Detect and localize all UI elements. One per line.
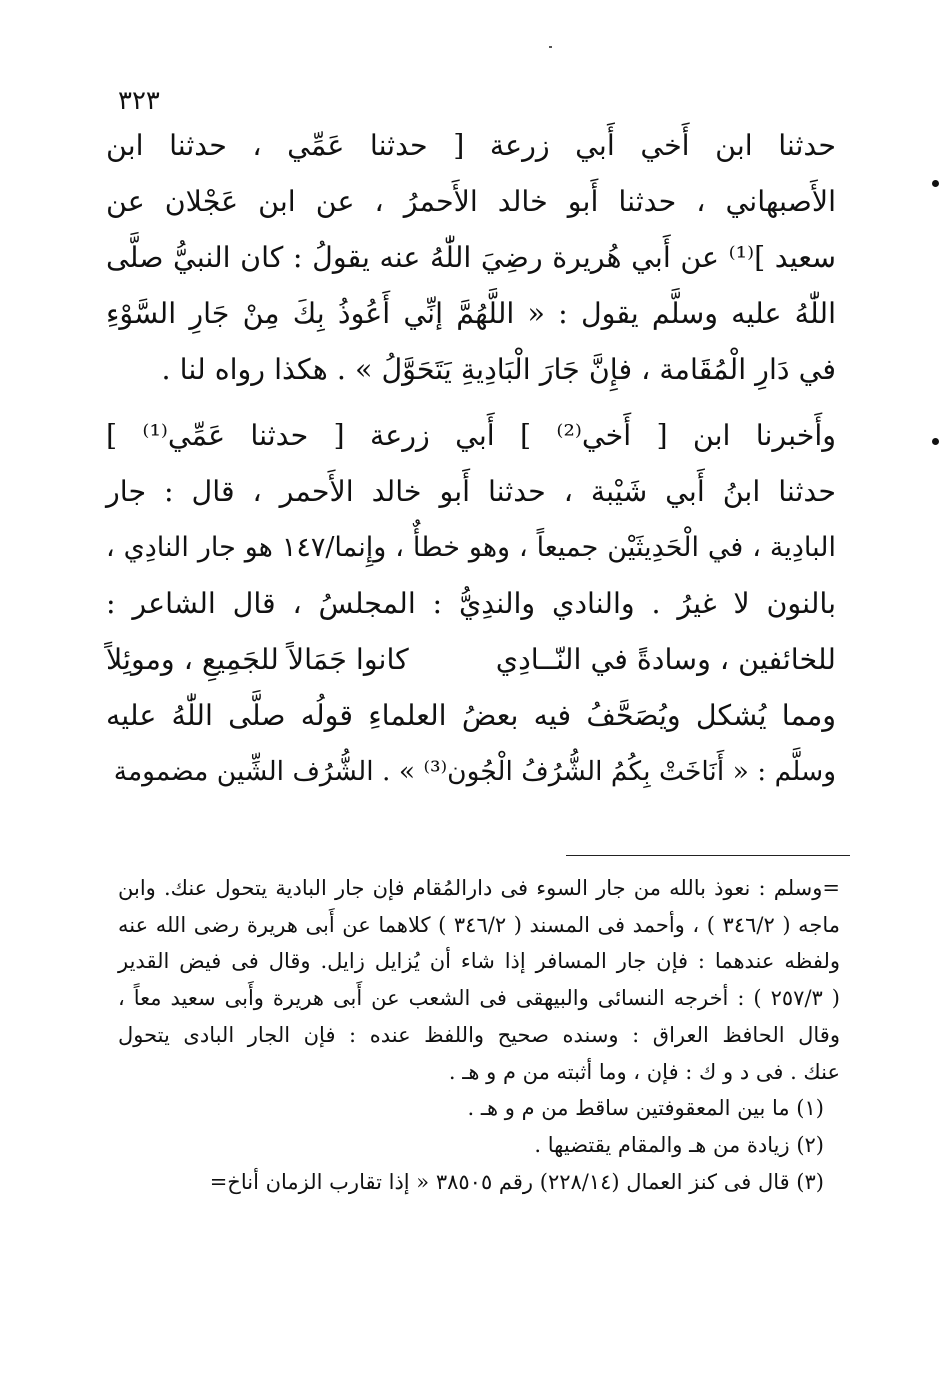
footnote-line: ولفظه عندهما : فإن جار المسافر إذا شاء أن يُزايل زايل. وقال فى فيض القدير bbox=[118, 949, 840, 974]
margin-mark bbox=[932, 180, 939, 187]
page-number: ٣٢٣ bbox=[118, 86, 160, 116]
footnote-line: ماجه ( ٣٤٦/٢ ) ، وأحمد فى المسند ( ٣٤٦/٢ ) كلاهما عن أَبى هريرة رضى الله عنه bbox=[118, 912, 841, 937]
text-line: بالنون لا غيرُ . والنادي والندِيُّ : المجلسُ ، قال الشاعر : bbox=[106, 587, 836, 620]
text-line: في دَارِ الْمُقَامة ، فإِنَّ جَارَ الْبَادِيةِ يَتَحَوَّلُ » . هكذا رواه لنا . bbox=[161, 353, 836, 386]
text-line: حدثنا ابنُ أَبي شَيْبة ، حدثنا أَبو خالد الأَحمر ، قال : جار bbox=[106, 475, 836, 508]
footnote-line: =وسلم : نعوذ بالله من جار السوء فى دارالمُقام فإن جار البادية يتحول عنك. وابن bbox=[118, 876, 840, 900]
text-line: سعيد ]⁽¹⁾ عن أَبي هُريرة رضِيَ اللّٰهُ عنه يقولُ : كان النبيُّ صلَّى bbox=[106, 241, 836, 274]
text-line: ومما يُشكل ويُصَحَّفُ فيه بعضُ العلماءِ قولُه صلَّى اللّٰهُ عليه bbox=[106, 699, 836, 732]
footnote-line: وقال الحافظ العراق : وسنده صحيح واللفظ عنده : فإن الجار البادى يتحول bbox=[118, 1022, 840, 1047]
footnote-3: (٣) قال فى كنز العمال (٢٢٨/١٤) رقم ٣٨٥٠٥ « إذا تقارب الزمان أناخ= bbox=[209, 1169, 824, 1194]
scan-speck bbox=[549, 46, 552, 48]
paragraph-gap bbox=[106, 398, 836, 408]
margin-mark bbox=[932, 438, 939, 445]
main-text bbox=[106, 118, 836, 800]
text-line: وأَخبرنا ابن [ أَخي⁽²⁾ ] أَبي زرعة [ حدثنا عَمِّي⁽¹⁾ ] bbox=[106, 419, 837, 452]
verse-first-hemistich: كانوا جَمَالاً للجَمِيعِ ، وموئِلاً bbox=[106, 643, 409, 676]
verse-second-hemistich: للخائفين ، وسادةً في النّــادِي bbox=[495, 643, 836, 676]
footnote-2: (٢) زيادة من هـ والمقام يقتضيها . bbox=[534, 1132, 824, 1157]
text-line: حدثنا ابن أَخي أَبي زرعة [ حدثنا عَمِّي ، حدثنا ابن bbox=[106, 129, 836, 162]
text-line: الأَصبهاني ، حدثنا أَبو خالد الأَحمرُ ، عن ابن عَجْلان عن bbox=[106, 185, 836, 218]
footnote-line: ( ٢٥٧/٣ ) : أخرجه النسائى والبيهقى فى الشعب عن أَبى هريرة وأَبى سعيد معاً ، bbox=[118, 986, 840, 1011]
poetry-verse bbox=[106, 632, 836, 688]
footnote-line: عنك . فى د و ك : فإن ، وما أثبته من م و هـ . bbox=[448, 1059, 840, 1084]
footnotes bbox=[118, 870, 840, 1200]
footnote-1: (١) ما بين المعقوفتين ساقط من م و هـ . bbox=[467, 1096, 824, 1121]
text-line: البادِية ، في الْحَدِيثَيْن جميعاً ، وهو خطأٌ ، وإِنما/١٤٧ هو جار النادِي ، bbox=[106, 532, 836, 563]
text-line: اللّٰهُ عليه وسلَّم يقول : « اللَّهُمَّ إنِّي أَعُوذُ بِكَ مِنْ جَارِ السَّوْءِ bbox=[106, 297, 836, 330]
text-line: وسلَّم : « أَنَاخَتْ بِكُمُ الشُّرُفُ الْجُون⁽³⁾ » . الشُّرُف الشِّين مضمومة bbox=[113, 756, 836, 787]
footnote-separator bbox=[566, 855, 850, 856]
